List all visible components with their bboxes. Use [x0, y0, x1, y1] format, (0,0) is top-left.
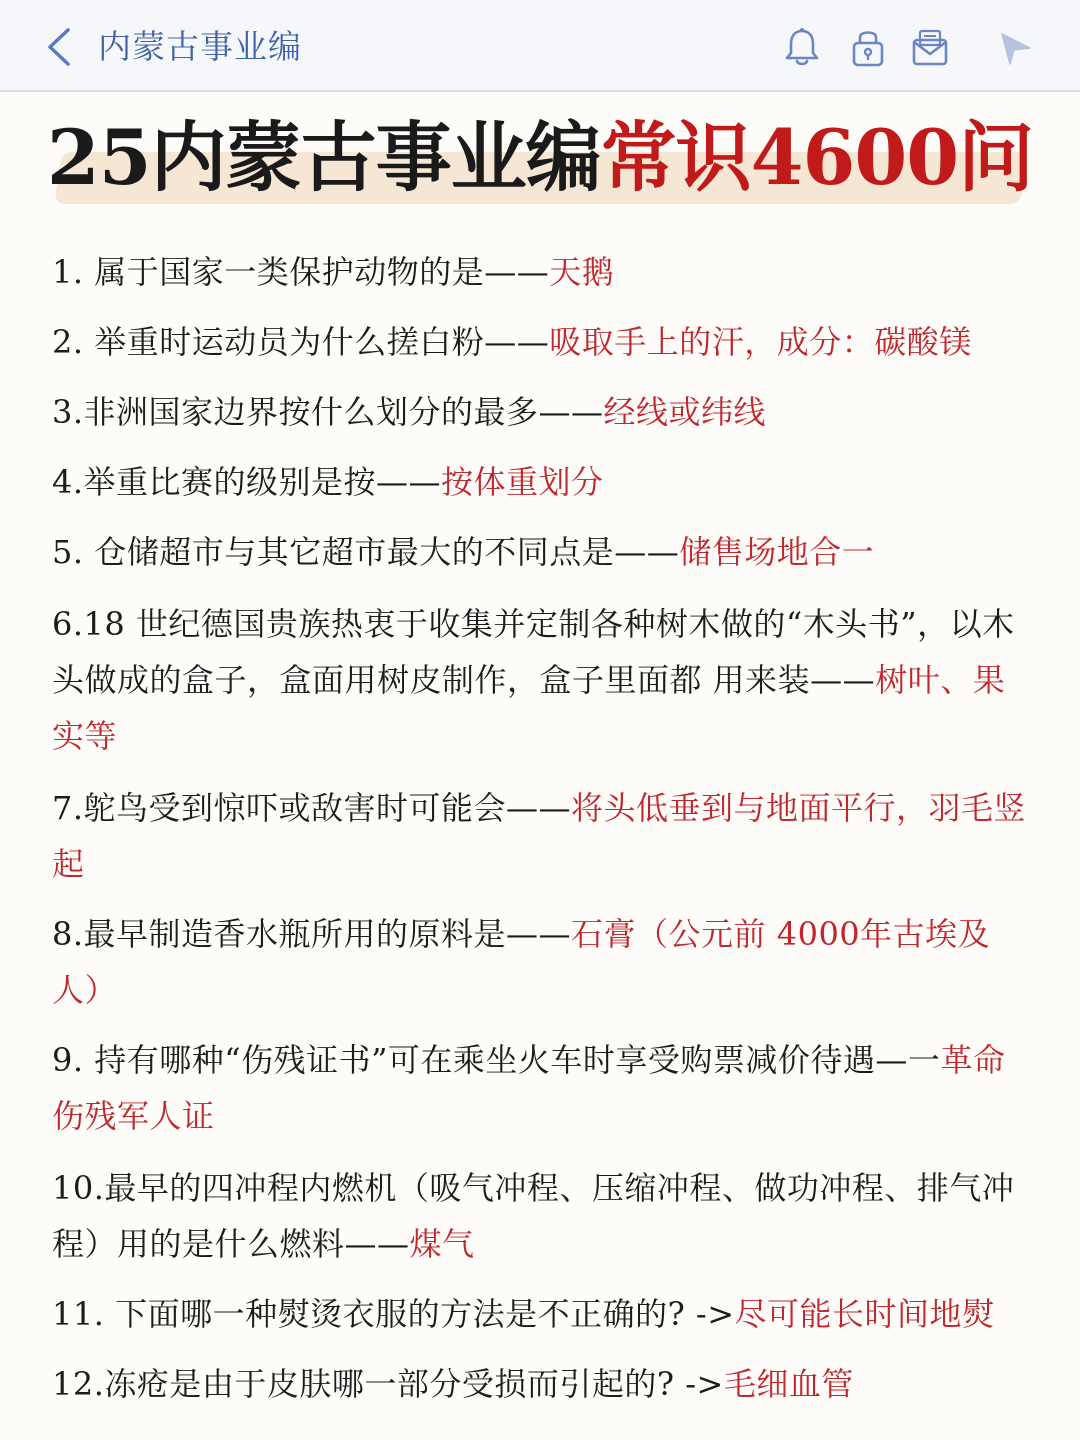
question-item	[52, 780, 1032, 892]
question-text: 6.18 世纪德国贵族热衷于收集并定制各种树木做的“木头书”，以木头做成的盒子，盒面用树皮制作，盒子里面都 用来装——	[52, 605, 1015, 699]
question-item	[52, 1160, 1032, 1272]
question-item	[52, 1286, 1032, 1342]
answer-text: 煤气	[409, 1225, 475, 1263]
answer-text: 储售场地合一	[679, 533, 875, 571]
question-item	[52, 454, 1032, 510]
banner-title-text	[0, 110, 1080, 206]
question-item	[52, 1032, 1032, 1144]
answer-text: 毛细血管	[723, 1365, 854, 1403]
question-item	[52, 524, 1032, 580]
question-item	[52, 314, 1032, 370]
question-text: 5. 仓储超市与其它超市最大的不同点是——	[52, 533, 680, 571]
answer-text: 天鹅	[549, 253, 615, 291]
question-text: 9. 持有哪种“伤残证书”可在乘坐火车时享受购票减价待遇—一	[52, 1041, 941, 1079]
question-item	[52, 906, 1032, 1018]
page-title: 内蒙古事业编	[98, 27, 302, 66]
back-arrow-icon[interactable]	[40, 24, 80, 70]
banner-title-red: 常识4600问	[600, 113, 1034, 202]
lock-icon[interactable]	[848, 26, 888, 68]
top-nav-bar	[0, 0, 1080, 92]
banner-title-dark: 25内蒙古事业编	[46, 113, 601, 202]
question-item	[52, 244, 1032, 300]
answer-text: 革命伤残军人证	[52, 1041, 1006, 1135]
question-item	[52, 384, 1032, 440]
answer-text: 按体重划分	[441, 463, 604, 501]
question-text: 12.冻疮是由于皮肤哪一部分受损而引起的? ->	[52, 1365, 724, 1403]
answer-text: 尽可能长时间地熨	[734, 1295, 995, 1333]
question-text: 7.鸵鸟受到惊吓或敌害时可能会——	[52, 789, 572, 827]
mail-icon[interactable]	[910, 26, 950, 68]
question-text: 8.最早制造香水瓶所用的原料是——	[52, 915, 572, 953]
question-text: 11. 下面哪一种熨烫衣服的方法是不正确的? ->	[52, 1295, 735, 1333]
banner-title	[0, 108, 1080, 218]
bell-icon[interactable]	[782, 26, 822, 68]
answer-text: 将头低垂到与地面平行，羽毛竖起	[52, 789, 1027, 883]
question-text: 2. 举重时运动员为什么搓白粉——	[52, 323, 550, 361]
answer-text: 经线或纬线	[603, 393, 767, 431]
question-text: 4.举重比赛的级别是按——	[52, 463, 442, 501]
send-icon[interactable]	[996, 26, 1036, 68]
answer-text: 树叶、果实等	[52, 661, 1006, 755]
question-text: 3.非洲国家边界按什么划分的最多——	[52, 393, 604, 431]
question-item	[52, 1356, 1032, 1412]
answer-text: 石膏（公元前 4000年古埃及人）	[52, 915, 991, 1009]
question-item	[52, 596, 1032, 764]
answer-text: 吸取手上的汗，成分：碳酸镁	[549, 323, 972, 361]
question-text: 1. 属于国家一类保护动物的是——	[52, 253, 550, 291]
question-text: 10.最早的四冲程内燃机（吸气冲程、压缩冲程、做功冲程、排气冲程）用的是什么燃料——	[52, 1169, 1015, 1263]
